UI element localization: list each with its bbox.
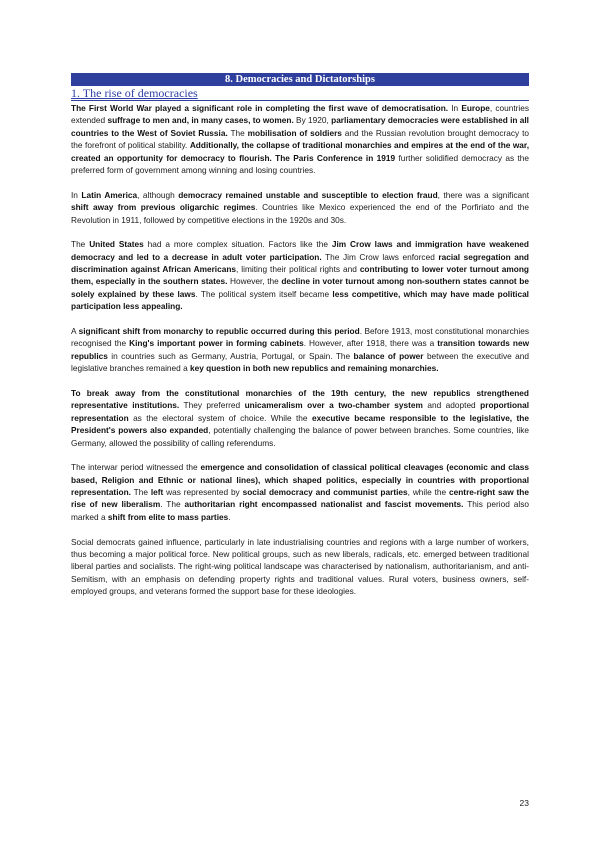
text-run: . (228, 511, 231, 522)
bold-text: shift from elite to mass parties (107, 511, 229, 522)
text-run: , countries extended (71, 103, 530, 126)
text-run: This period also marked a (71, 499, 529, 522)
text-run: They preferred (179, 400, 245, 411)
page-number: 23 (519, 798, 529, 808)
bold-text: mobilisation of soldiers (247, 127, 342, 138)
text-run: The interwar period witnessed the (71, 462, 201, 473)
text-run: as the electoral system of choice. While the (128, 412, 312, 423)
text-run: However, the (227, 276, 282, 287)
paragraph (71, 189, 529, 226)
text-run: , while the (407, 487, 450, 498)
text-run: , limiting their political rights and (236, 264, 360, 275)
bold-text: racial segregation and discrimination against African Americans (71, 251, 529, 275)
bold-text: Europe (461, 103, 490, 113)
text-run: further solidified democracy as the preferred form of government among winning and losing countries. (71, 152, 530, 176)
text-run: had a more complex situation. Factors like the (143, 239, 332, 250)
text-run: , potentially challenging the balance of power between branches. Some countries, like Germany, allowed the possibility of calling referendums. (71, 425, 530, 448)
text-run: The (130, 487, 151, 498)
paragraph (71, 536, 529, 598)
section-heading: 1. The rise of democracies (71, 87, 529, 101)
text-run: . The political system itself became (195, 288, 333, 299)
bold-text: Additionally, the collapse of traditional monarchies and empires at the end of the war, created an opportunity for democracy to flourish. The Paris Conference in 1919 (71, 140, 530, 163)
text-run: By 1920, (293, 115, 332, 126)
text-run: The (71, 239, 90, 250)
bold-text: executive became responsible to the legislative, the President's powers also expanded (71, 412, 529, 436)
bold-text: proportional representation (71, 400, 529, 423)
paragraph (71, 238, 529, 312)
text-run: In (448, 103, 462, 113)
text-run: , although (137, 189, 179, 200)
text-run: between the executive and legislative branches remained a (71, 350, 529, 374)
bold-text: King's important power in forming cabinets (129, 338, 304, 349)
paragraph (71, 102, 529, 176)
bold-text: Latin America (81, 189, 138, 200)
chapter-title: 8. Democracies and Dictatorships (71, 73, 529, 86)
text-run: In (71, 189, 82, 200)
bold-text: democracy remained unstable and susceptible to election fraud (178, 189, 438, 200)
bold-text: unicameralism over a two-chamber system (244, 400, 423, 411)
bold-text: transition towards new republics (71, 338, 530, 361)
bold-text: shift away from previous oligarchic regimes (71, 202, 256, 213)
paragraph (71, 387, 529, 449)
bold-text: social democracy and communist parties (242, 487, 408, 498)
paragraph (71, 325, 529, 375)
bold-text: Jim Crow laws and immigration have weakened democracy and led to a decrease in adult voter participation. (71, 239, 529, 262)
bold-text: centre-right saw the rise of new liberalism (71, 487, 529, 510)
bold-text: contributing to lower voter turnout among them, especially in the southern states. (71, 264, 529, 287)
bold-text: suffrage to men and, in many cases, to women. (107, 115, 294, 126)
bold-text: key question in both new republics and remaining monarchies. (190, 363, 439, 374)
bold-text: emergence and consolidation of classical political cleavages (economic and class based, Religion and Ethnic or national lines), which shaped politics, especially in countries with proportional representation. (71, 462, 530, 498)
paragraph (71, 461, 529, 523)
text-run: The Jim Crow laws enforced (321, 251, 439, 262)
bold-text: significant shift from monarchy to republic occurred during this period (78, 325, 360, 336)
text-run: . The (160, 499, 185, 510)
text-run: and the Russian revolution brought democracy to the forefront of political stability. (71, 127, 529, 151)
text-run: A (71, 325, 79, 336)
bold-text: authoritarian right encompassed nationalist and fascist movements. (184, 499, 464, 510)
body-text (71, 102, 529, 610)
text-run: was represented by (163, 487, 243, 498)
bold-text: balance of power (353, 350, 424, 361)
text-run: Social democrats gained influence, particularly in late industrialising countries and regions with a large number of workers, thus becoming a major political force. New political groups, such as new liberals, radicals, etc. emerged between traditional liberal parties and socialists. The right-wing political landscape was characterised by nationalism, authoritarianism, and anti-Semitism, with an emphasis on defending property rights and traditional values. Rural voters, business owners, self-employed groups, and veterans formed the support base for these ideologies. (71, 536, 529, 597)
text-run: . Countries like Mexico experienced the end of the Porfiriato and the Revolution in 1911, followed by competitive elections in the 1920s and 30s. (71, 202, 529, 225)
bold-text: decline in voter turnout among non-southern states cannot be solely explained by these laws (71, 276, 529, 299)
bold-text: To break away from the constitutional monarchies of the 19th century, the new republics strengthened representative institutions. (71, 387, 529, 411)
text-run: . Before 1913, most constitutional monarchies recognised the (71, 325, 529, 349)
bold-text: parliamentary democracies were established in all countries to the West of Soviet Russia. (71, 115, 529, 138)
bold-text: United States (89, 239, 144, 250)
text-run: in countries such as Germany, Austria, Portugal, or Spain. The (107, 350, 354, 361)
text-run: , there was a significant (437, 189, 530, 200)
bold-text: The First World War played a significant role in completing the first wave of democratisation. (71, 103, 449, 113)
bold-text: less competitive, which may have made political participation less appealing. (71, 288, 529, 312)
bold-text: left (150, 487, 164, 498)
text-run: The (227, 127, 248, 138)
text-run: and adopted (422, 400, 481, 411)
text-run: . However, after 1918, there was a (303, 338, 438, 349)
